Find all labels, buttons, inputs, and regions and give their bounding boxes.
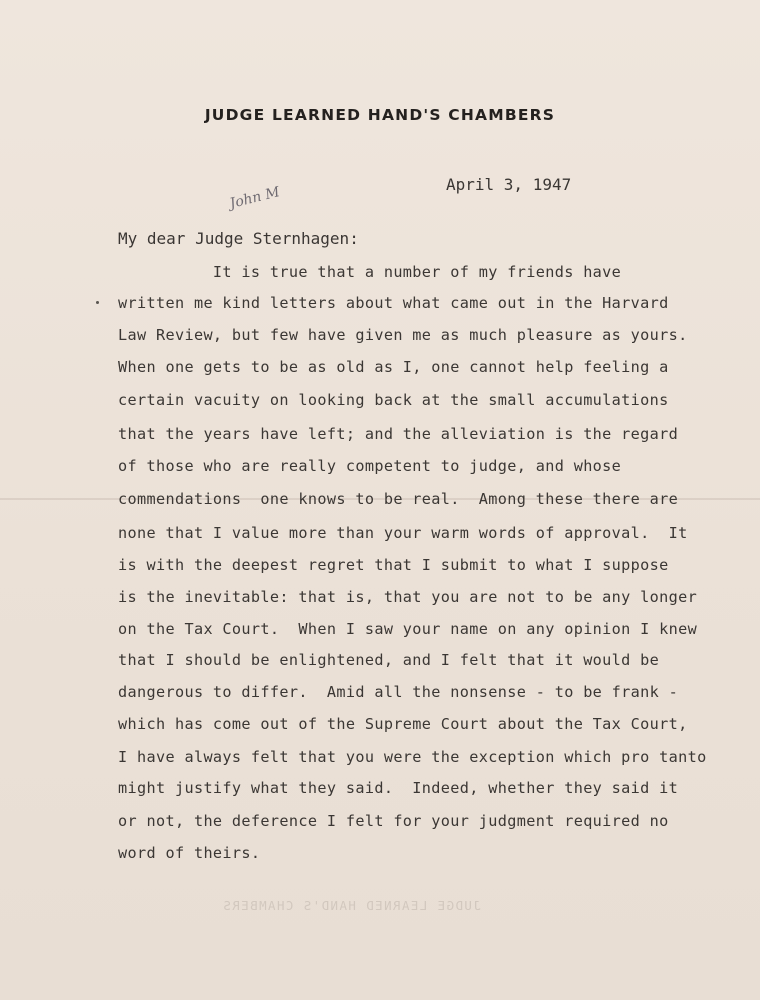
handwritten-annotation: John M [228, 184, 282, 212]
margin-dot [96, 301, 99, 304]
body-line: word of theirs. [118, 844, 261, 862]
body-line: When one gets to be as old as I, one cannot help feeling a [118, 358, 669, 376]
letter-date: April 3, 1947 [446, 175, 572, 194]
body-line: that I should be enlightened, and I felt that it would be [118, 651, 660, 669]
body-line: or not, the deference I felt for your judgment required no [118, 812, 669, 830]
body-line: which has come out of the Supreme Court about the Tax Court, [118, 715, 688, 733]
body-line: might justify what they said. Indeed, whether they said it [118, 779, 679, 797]
body-line: that the years have left; and the alleviation is the regard [118, 425, 679, 443]
body-line: none that I value more than your warm words of approval. It [118, 524, 688, 542]
body-line: I have always felt that you were the exception which pro tanto [118, 748, 707, 766]
body-line: is the inevitable: that is, that you are not to be any longer [118, 588, 698, 606]
body-line: of those who are really competent to judge, and whose [118, 457, 622, 475]
body-line: on the Tax Court. When I saw your name on any opinion I knew [118, 620, 698, 638]
body-line: commendations one knows to be real. Among these there are [118, 490, 679, 508]
body-line: It is true that a number of my friends have [118, 263, 622, 281]
body-line: is with the deepest regret that I submit to what I suppose [118, 556, 669, 574]
body-line: Law Review, but few have given me as much pleasure as yours. [118, 326, 688, 344]
body-line: dangerous to differ. Amid all the nonsense - to be frank - [118, 683, 679, 701]
letterhead: JUDGE LEARNED HAND'S CHAMBERS [204, 106, 556, 124]
bleed-through-letterhead: JUDGE LEARNED HAND'S CHAMBERS [222, 898, 481, 913]
body-line: written me kind letters about what came out in the Harvard [118, 294, 669, 312]
body-line: certain vacuity on looking back at the small accumulations [118, 391, 669, 409]
salutation: My dear Judge Sternhagen: [118, 229, 359, 248]
